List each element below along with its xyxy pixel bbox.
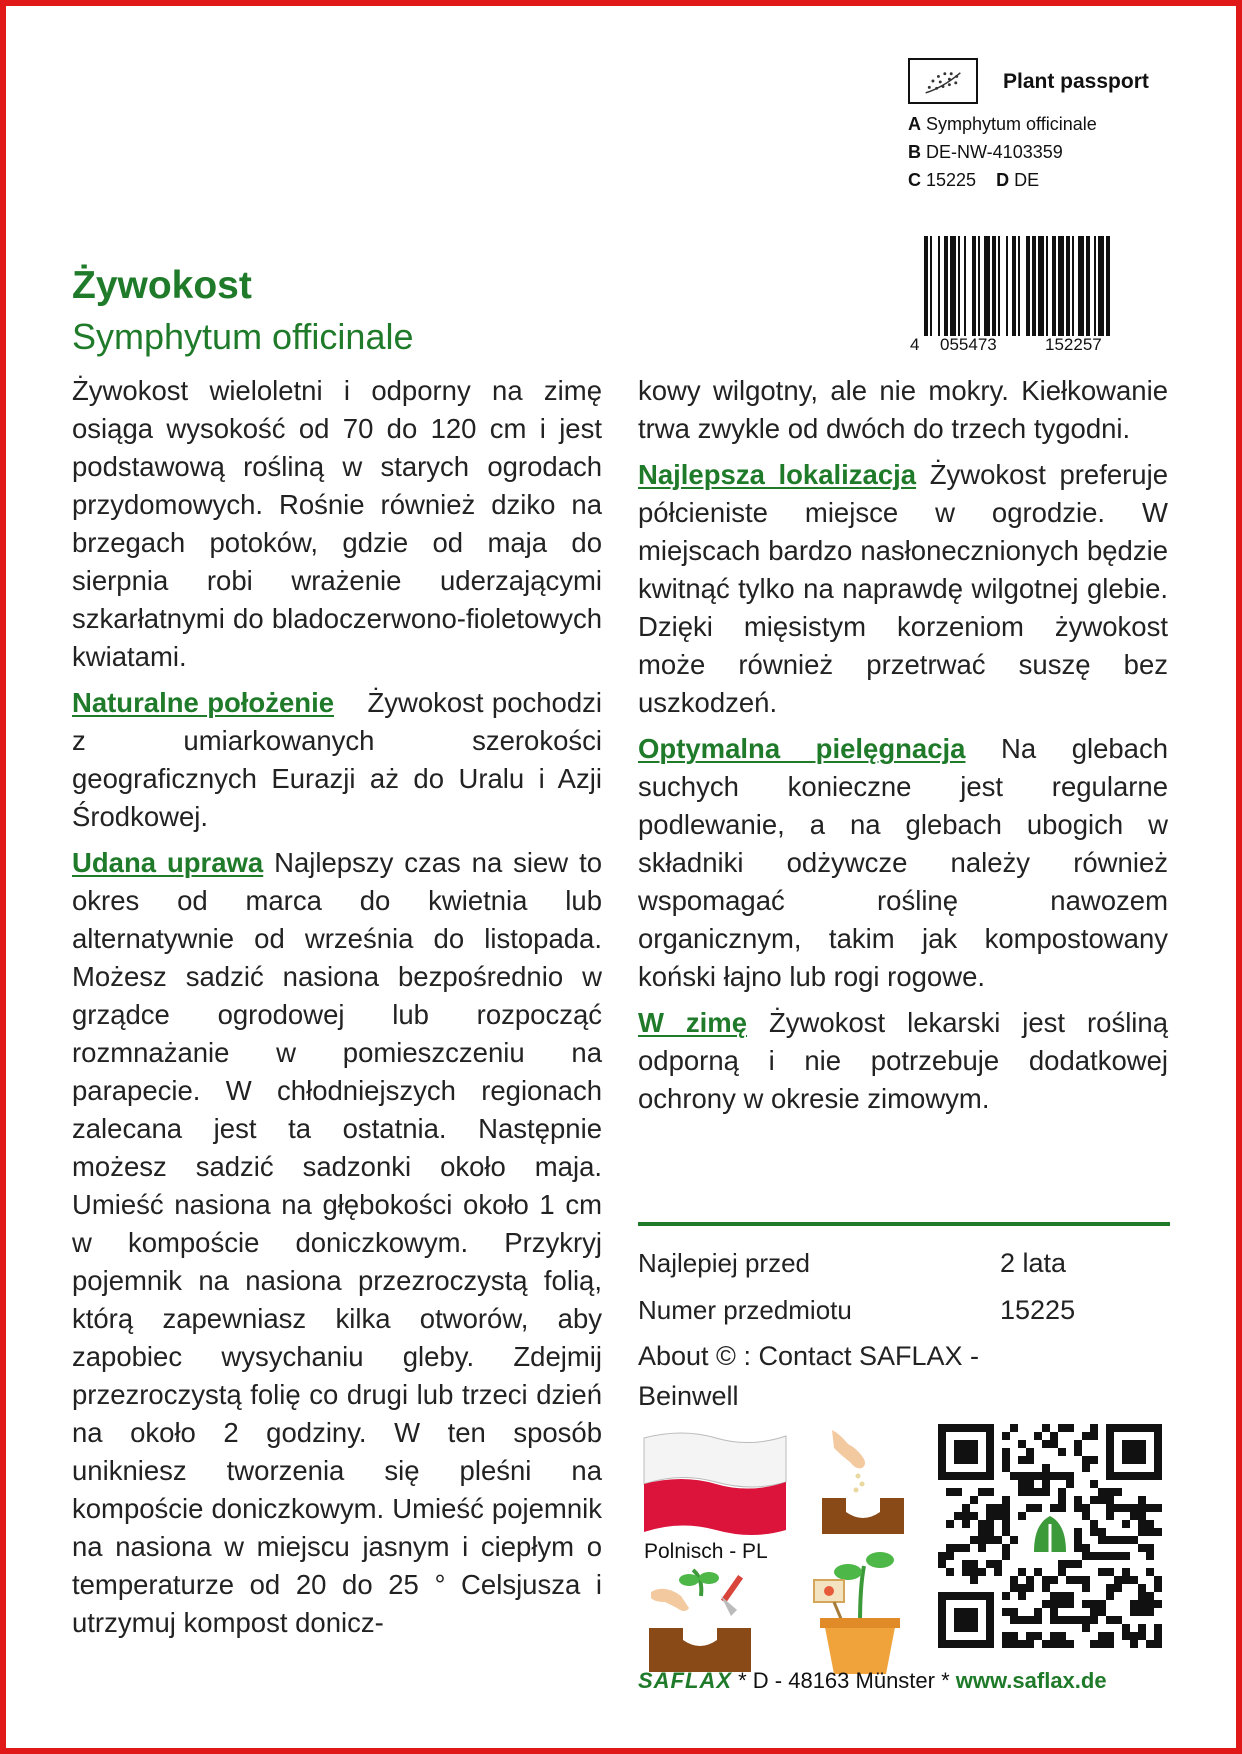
qr-code-icon	[938, 1424, 1162, 1648]
section-text: Najlepszy czas na siew to okres od marca do kwietnia lub alternatywnie od września do listopada. Możesz sadzić nasiona bezpośrednio w grządce ogrodowej lub rozpocząć rozmnażanie w pomieszczeniu na parapecie. W chłodniejszych regionach zalecana jest ta ostatnia. Następnie możesz sadzić sadzonki około maja. Umieść nasiona na głębokości około 1 cm w kompoście doniczkowym. Przykryj pojemnik na nasiona przezroczystą folią, którą zapewniasz kilka otworów, aby zapobiec wysychaniu gleby. Zdejmij przezroczystą folię co drugi lub trzeci dzień na około 2 godziny. W ten sposób unikniesz tworzenia się pleśni na kompoście doniczkowym. Umieść pojemnik na nasiona w miejscu jasnym i ciepłym o temperaturze od 20 do 25 ° Celsjusza i utrzymuj kompost donicz-	[72, 847, 602, 1638]
barcode-digits-3: 152257	[1045, 335, 1102, 354]
footer	[638, 1668, 1107, 1694]
barcode-digit-1: 4	[910, 335, 920, 354]
section-heading: Najlepsza lokalizacja	[638, 459, 917, 490]
section-text: Żywokost lekarski jest rośliną odporną i nie potrzebuje dodatkowej ochrony w okresie zimowym.	[638, 1007, 1169, 1114]
best-before-value: 2 lata	[1000, 1248, 1067, 1278]
barcode	[910, 236, 1170, 356]
passport-title: Plant passport	[1003, 70, 1149, 93]
right-column	[638, 372, 1168, 1126]
section-best-location	[638, 456, 1168, 722]
about-contact: About © : Contact SAFLAX - Beinwell	[638, 1341, 980, 1411]
footer-address: * D - 48163 Münster *	[732, 1668, 956, 1693]
language-label: Polnisch - PL	[644, 1540, 768, 1563]
section-cultivation	[72, 844, 602, 1642]
section-heading: Naturalne położenie	[72, 687, 335, 718]
website-link[interactable]: www.saflax.de	[955, 1668, 1107, 1693]
seedling-pot-icon	[800, 1546, 910, 1676]
polish-flag-icon	[642, 1430, 788, 1536]
section-natural-location	[72, 684, 602, 836]
page-subtitle: Symphytum officinale	[72, 316, 414, 357]
planting-hands-icon	[645, 1566, 755, 1676]
section-winter	[638, 1004, 1168, 1118]
section-text: Żywokost pochodzi z umiarkowanych szerokości geograficznych Eurazji aż do Uralu i Azji Środkowej.	[72, 687, 603, 832]
section-heading: Optymalna pielęgnacja	[638, 733, 966, 764]
page-title: Żywokost	[72, 264, 252, 307]
passport-line-c: C 15225 D DE	[908, 170, 1040, 190]
section-optimal-care	[638, 730, 1168, 996]
best-before-label: Najlepiej przed	[638, 1248, 810, 1278]
item-number-label: Numer przedmiotu	[638, 1295, 852, 1325]
brand-logo: SAFLAX	[638, 1668, 732, 1693]
item-number-value: 15225	[1000, 1295, 1076, 1325]
intro-paragraph: Żywokost wieloletni i odporny na zimę osiąga wysokość od 70 do 120 cm i jest podstawową rośliną w starych ogrodach przydomowych. Rośnie również dziko na brzegach potoków, gdzie od maja do sierpnia robi wrażenie uderzającymi szkarłatnymi do bladoczerwono-fioletowych kwiatami.	[72, 375, 602, 672]
divider	[638, 1222, 1170, 1226]
section-heading: Udana uprawa	[72, 847, 264, 878]
section-text: Żywokost preferuje półcieniste miejsce w ogrodzie. W miejscach bardzo nasłonecznionych będzie kwitnąć tylko na naprawdę wilgotnej glebie. Dzięki mięsistym korzeniom żywokost może również przetrwać suszę bez uszkodzeń.	[638, 459, 1168, 718]
passport-line-a: A Symphytum officinale	[908, 114, 1097, 134]
continued-paragraph: kowy wilgotny, ale nie mokry. Kiełkowanie trwa zwykle od dwóch do trzech tygodni.	[638, 375, 1168, 444]
left-column	[72, 372, 602, 1650]
sowing-hand-icon	[818, 1426, 908, 1536]
section-text: Na glebach suchych konieczne jest regularne podlewanie, a na glebach ubogich w składniki odżywcze należy również wspomagać roślinę nawozem organicznym, takim jak kompostowany koński łajno lub rogi rogowe.	[638, 733, 1169, 992]
passport-line-b: B DE-NW-4103359	[908, 142, 1063, 162]
eu-organic-leaf-icon	[908, 58, 978, 104]
section-heading: W zimę	[638, 1007, 748, 1038]
barcode-digits-2: 055473	[940, 335, 997, 354]
